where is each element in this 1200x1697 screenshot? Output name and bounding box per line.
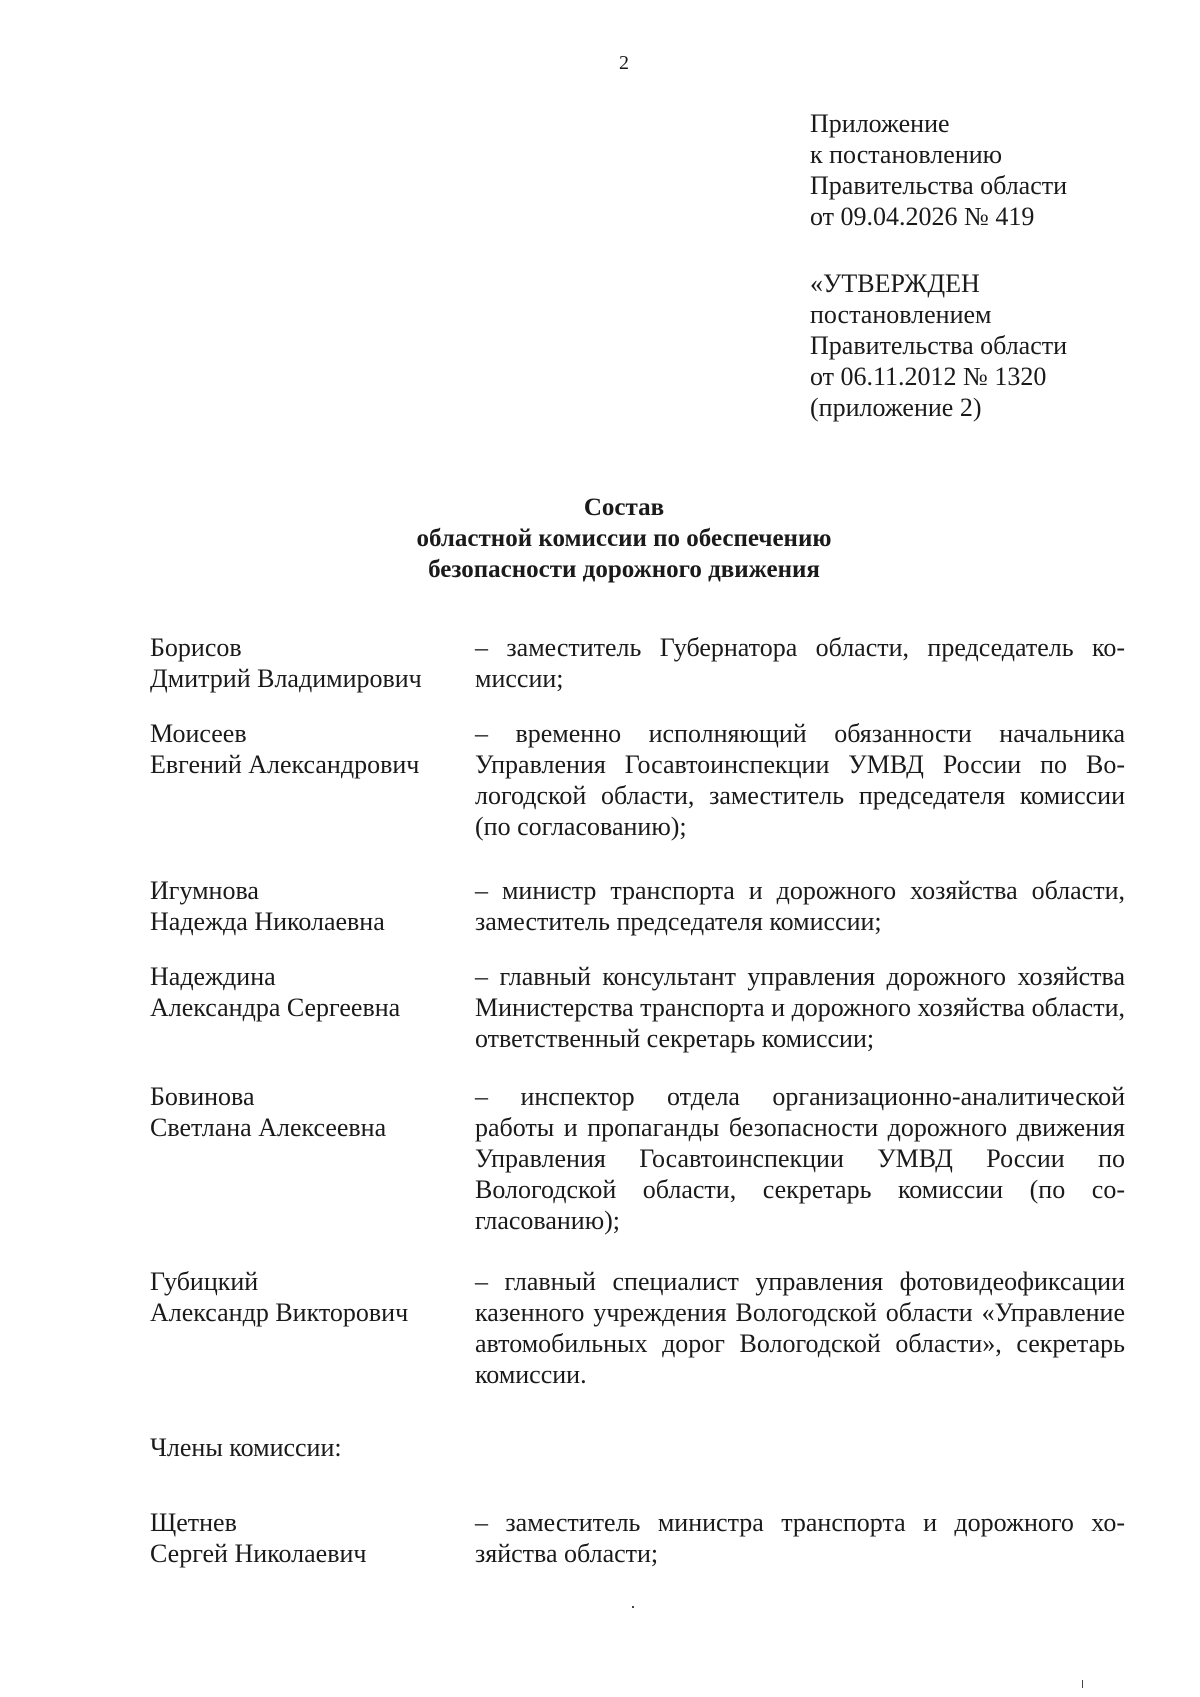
member-surname: Губицкий <box>150 1267 259 1296</box>
member-row <box>150 718 1125 842</box>
member-row <box>150 961 1125 1054</box>
member-given-name: Надежда Николаевна <box>150 907 385 936</box>
member-name <box>150 875 475 937</box>
title-line: Состав <box>583 494 665 521</box>
member-row <box>150 875 1125 937</box>
approval-line: (приложение 2) <box>810 393 982 422</box>
commission-members-list <box>150 632 1125 1569</box>
appendix-line: от 09.04.2026 № 419 <box>810 202 1035 231</box>
member-surname: Моисеев <box>150 719 247 748</box>
title-line: областной комиссии по обеспечению <box>416 525 832 552</box>
member-given-name: Евгений Александрович <box>150 750 420 779</box>
page-number: 2 <box>619 52 629 74</box>
member-role: – министр транспорта и дорожного хозяйства области, заместитель председателя комиссии; <box>475 876 1125 936</box>
member-role: – заместитель Губернатора области, председатель комиссии; <box>475 633 1125 693</box>
scan-speck <box>632 1606 634 1608</box>
member-name <box>150 961 475 1054</box>
document-title <box>0 492 1200 585</box>
approval-line: постановлением <box>810 300 992 329</box>
approval-line: от 06.11.2012 № 1320 <box>810 362 1047 391</box>
member-role: – временно исполняющий обязанности начальника Управления Госавтоинспекции УМВД России по Вологодской области, заместитель председателя комиссии (по согласованию); <box>475 719 1125 841</box>
member-surname: Надеждина <box>150 962 276 991</box>
approval-line: «УТВЕРЖДЕН <box>810 269 980 298</box>
member-name <box>150 1266 475 1390</box>
member-name <box>150 1507 475 1569</box>
appendix-line: к постановлению <box>810 140 1003 169</box>
appendix-line: Правительства области <box>810 171 1068 200</box>
member-name <box>150 1081 475 1236</box>
member-name <box>150 632 475 694</box>
member-row <box>150 1081 1125 1236</box>
member-given-name: Сергей Николаевич <box>150 1539 367 1568</box>
member-given-name: Александра Сергеевна <box>150 993 401 1022</box>
member-role: – заместитель министра транспорта и дорожного хозяйства области; <box>475 1508 1125 1568</box>
approval-stamp <box>810 268 1067 423</box>
appendix-reference <box>810 108 1067 232</box>
scan-speck <box>1082 1680 1083 1688</box>
member-role: – главный специалист управления фотовидеофиксации казенного учреждения Вологодской области «Управление автомобильных дорог Вологодской области», секретарь комиссии. <box>475 1267 1125 1389</box>
member-row <box>150 1266 1125 1390</box>
members-section-label: Члены комиссии: <box>150 1433 342 1462</box>
member-given-name: Александр Викторович <box>150 1298 409 1327</box>
member-name <box>150 718 475 842</box>
title-line: безопасности дорожного движения <box>428 556 820 583</box>
approval-line: Правительства области <box>810 331 1068 360</box>
member-given-name: Дмитрий Владимирович <box>150 664 422 693</box>
member-surname: Игумнова <box>150 876 259 905</box>
member-surname: Щетнев <box>150 1508 237 1537</box>
member-row <box>150 1507 1125 1569</box>
appendix-line: Приложение <box>810 109 950 138</box>
member-surname: Бовинова <box>150 1082 255 1111</box>
member-surname: Борисов <box>150 633 242 662</box>
member-given-name: Светлана Алексеевна <box>150 1113 387 1142</box>
member-role: – инспектор отдела организационно-аналитической работы и пропаганды безопасности дорожного движения Управления Госавтоинспекции УМВД России по Вологодской области, секретарь комиссии (по согласованию); <box>475 1082 1125 1235</box>
member-row <box>150 632 1125 694</box>
member-role: – главный консультант управления дорожного хозяйства Министерства транспорта и дорожного хозяйства области, ответственный секретарь комиссии; <box>475 962 1125 1053</box>
